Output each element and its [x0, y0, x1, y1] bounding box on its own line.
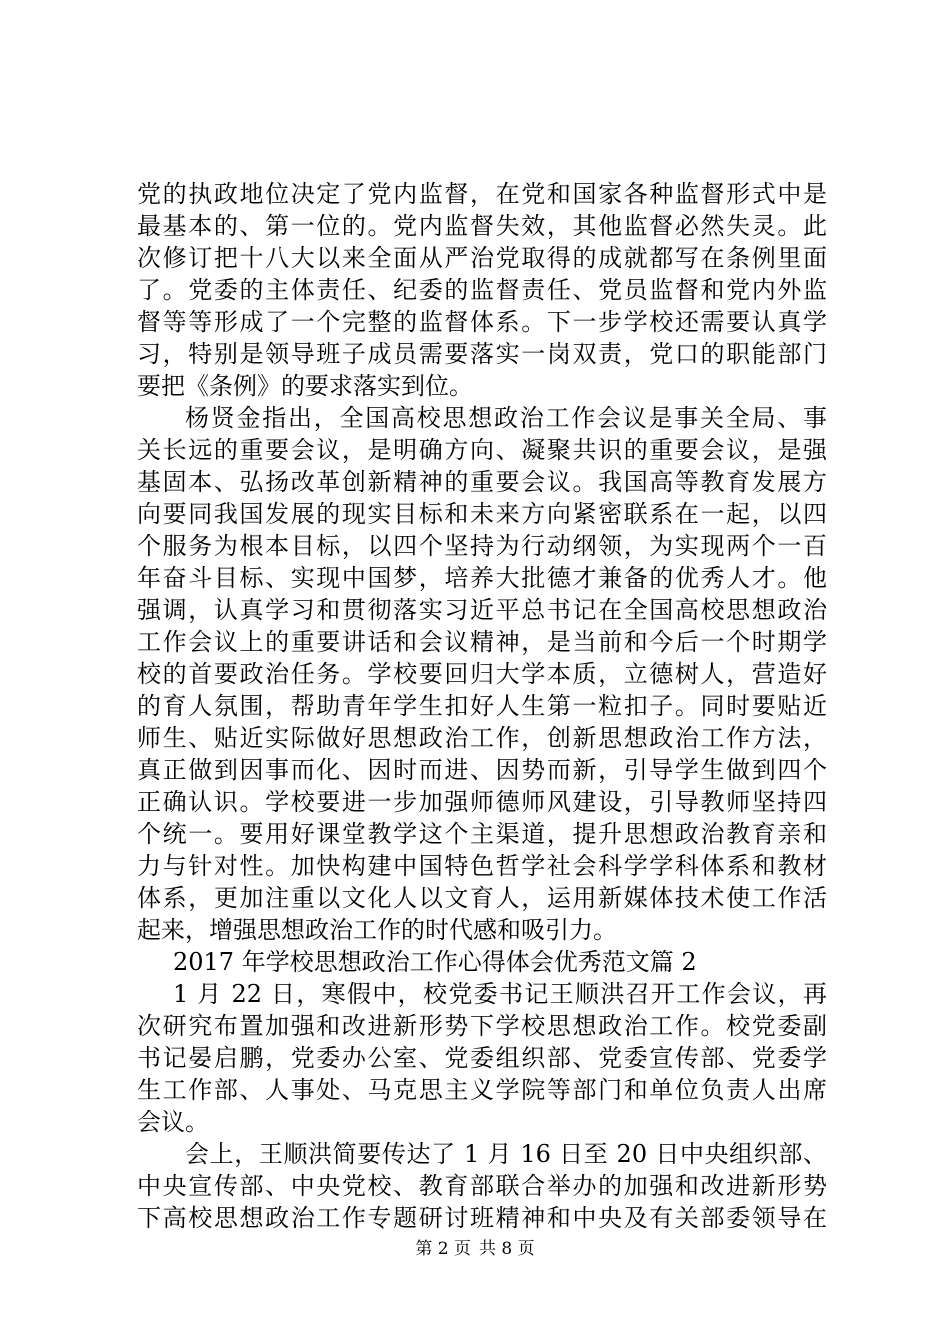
text-line: 次修订把十八大以来全面从严治党取得的成就都写在条例里面 [137, 244, 827, 272]
text-line: 习，特别是领导班子成员需要落实一岗双责，党口的职能部门 [137, 340, 827, 368]
text-line: 体系，更加注重以文化人以文育人，运用新媒体技术使工作活 [137, 884, 827, 912]
text-line: 要把《条例》的要求落实到位。 [137, 372, 473, 400]
text-line: 党的执政地位决定了党内监督，在党和国家各种监督形式中是 [137, 180, 827, 208]
text-line: 正确认识。学校要进一步加强师德师风建设，引导教师坚持四 [137, 788, 827, 816]
text-line: 基固本、弘扬改革创新精神的重要会议。我国高等教育发展方 [137, 468, 827, 496]
text-line: 中央宣传部、中央党校、教育部联合举办的加强和改进新形势 [137, 1172, 827, 1200]
text-line: 的育人氛围，帮助青年学生扣好人生第一粒扣子。同时要贴近 [137, 692, 827, 720]
text-line: 关长远的重要会议，是明确方向、凝聚共识的重要会议，是强 [137, 436, 827, 464]
text-line: 书记晏启鹏，党委办公室、党委组织部、党委宣传部、党委学 [137, 1044, 827, 1072]
text-line: 起来，增强思想政治工作的时代感和吸引力。 [137, 916, 617, 944]
text-line: 真正做到因事而化、因时而进、因势而新，引导学生做到四个 [137, 756, 827, 784]
text-line: 下高校思想政治工作专题研讨班精神和中央及有关部委领导在 [137, 1204, 827, 1232]
text-line: 年奋斗目标、实现中国梦，培养大批德才兼备的优秀人才。他 [137, 564, 827, 592]
page-total: 共 8 页 [479, 1239, 535, 1259]
text-line: 会上，王顺洪简要传达了 1 月 16 日至 20 日中央组织部、 [185, 1140, 827, 1168]
text-line: 督等等形成了一个完整的监督体系。下一步学校还需要认真学 [137, 308, 827, 336]
text-line: 了。党委的主体责任、纪委的监督责任、党员监督和党内外监 [137, 276, 827, 304]
text-line: 杨贤金指出，全国高校思想政治工作会议是事关全局、事 [185, 404, 827, 432]
text-line: 师生、贴近实际做好思想政治工作，创新思想政治工作方法， [137, 724, 827, 752]
text-line: 工作会议上的重要讲话和会议精神，是当前和今后一个时期学 [137, 628, 827, 656]
text-line: 个统一。要用好课堂教学这个主渠道，提升思想政治教育亲和 [137, 820, 827, 848]
text-line: 生工作部、人事处、马克思主义学院等部门和单位负责人出席 [137, 1076, 827, 1104]
text-line: 校的首要政治任务。学校要回归大学本质，立德树人，营造好 [137, 660, 827, 688]
section-heading: 2017 年学校思想政治工作心得体会优秀范文篇 2 [173, 948, 697, 976]
text-line: 个服务为根本目标，以四个坚持为行动纲领，为实现两个一百 [137, 532, 827, 560]
text-line: 1 月 22 日，寒假中，校党委书记王顺洪召开工作会议，再 [173, 980, 827, 1008]
body-text [137, 178, 827, 1234]
text-line: 最基本的、第一位的。党内监督失效，其他监督必然失灵。此 [137, 212, 827, 240]
text-line: 力与针对性。加快构建中国特色哲学社会科学学科体系和教材 [137, 852, 827, 880]
text-line: 会议。 [137, 1108, 209, 1136]
page-footer [0, 1238, 950, 1260]
text-line: 次研究布置加强和改进新形势下学校思想政治工作。校党委副 [137, 1012, 827, 1040]
text-line: 强调，认真学习和贯彻落实习近平总书记在全国高校思想政治 [137, 596, 827, 624]
text-line: 向要同我国发展的现实目标和未来方向紧密联系在一起，以四 [137, 500, 827, 528]
page-number: 第 2 页 [415, 1239, 471, 1259]
